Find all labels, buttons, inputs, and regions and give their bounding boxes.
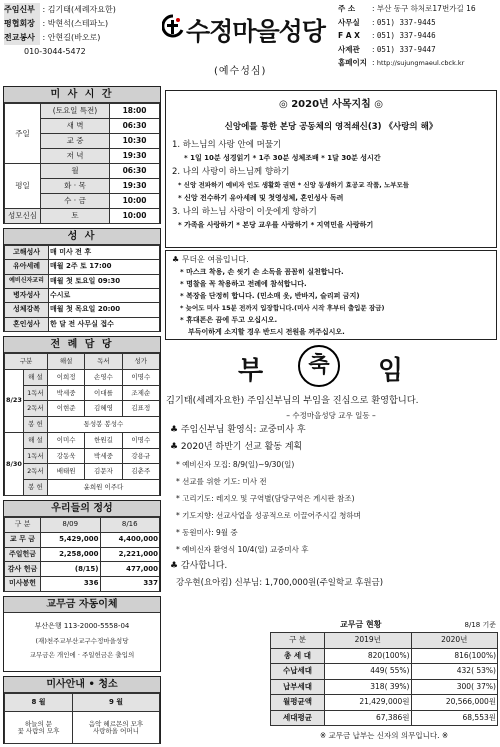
table-row: 봉 헌 통성봉 봉성수 bbox=[5, 417, 160, 433]
table-row: 감사 헌금 (8/15) 477,000 bbox=[5, 562, 160, 577]
contact-row: 주 소 : 부산 동구 하처로17번가길 16 bbox=[338, 4, 476, 13]
table-row: 성체강복 매월 첫 목요일 20:00 bbox=[5, 303, 160, 317]
notice-item: * 휴대폰은 끔에 두고 오십시오. bbox=[180, 316, 278, 324]
liturgy-duty-title: 전 례 담 당 bbox=[4, 337, 160, 353]
sacraments-box bbox=[3, 228, 161, 332]
pastoral-box bbox=[165, 90, 497, 248]
table-row: 주일 (토요일 특전) 18:00 bbox=[5, 104, 160, 119]
tithe-status-table bbox=[270, 632, 498, 726]
tithe-status-footer: ※ 교무금 납부는 신자의 의무입니다. ※ bbox=[319, 731, 449, 740]
notice-item: * 늦어도 미사 15분 전까지 입장합니다.(미사 시작 후부터 출입문 잠금) bbox=[180, 304, 385, 312]
sacraments-table bbox=[4, 245, 160, 332]
table-row: 2독서 이현준 김혜영 김표정 bbox=[5, 401, 160, 417]
contact-row: 홈페이지 : http://sujungmaeul.cbck.kr bbox=[338, 58, 465, 67]
notice-footer: 부득이하게 소지할 경우 반드시 전원을 꺼주십시오. bbox=[188, 328, 345, 336]
event-item: ♣ 감사합니다. bbox=[170, 561, 228, 571]
table-row: 총 세 대 820(100%) 816(100%) bbox=[271, 648, 498, 664]
notice-item: * 명찰을 꼭 착용하고 전례에 참석합니다. bbox=[180, 280, 307, 288]
tithe-status-header bbox=[270, 618, 498, 632]
table-row: 저 녁 19:30 bbox=[5, 149, 160, 164]
contact-row: 사제관 : 051) 337-9447 bbox=[338, 44, 436, 54]
table-row: 예비신자교리 매월 첫 토요일 09:30 bbox=[5, 274, 160, 288]
transfer-holder: (재)천주교부산교구수정마을성당 bbox=[35, 637, 129, 645]
offering-box bbox=[3, 500, 161, 592]
table-row: 병자성사 수시로 bbox=[5, 288, 160, 302]
table-row: 2독서 배태원 김문자 김춘주 bbox=[5, 464, 160, 480]
mass-group: 평일 bbox=[5, 164, 41, 209]
table-row: 평일 월 06:30 bbox=[5, 164, 160, 179]
table-row: 수납세대 449( 55%) 432( 53%) bbox=[271, 664, 498, 680]
welcome-circle-char: 축 bbox=[308, 353, 330, 378]
table-row: 새 벽 06:30 bbox=[5, 119, 160, 134]
table-header-row: 구 분 8/09 8/16 bbox=[5, 518, 160, 533]
contact-block bbox=[338, 2, 498, 71]
table-header-row: 구 분 2019년 2020년 bbox=[271, 633, 498, 649]
pastoral-item-sub: * 신앙 전파하기 예비자 인도 생활화 권면 * 신앙 동생하기 효공교 작품, 노부모들 bbox=[178, 181, 410, 189]
liturgy-duty-table bbox=[4, 353, 160, 496]
welcome-from: – 수정마을성당 교우 일동 – bbox=[286, 411, 376, 420]
pastoral-item-head: 1. 하느님의 사랑 안에 머물기 bbox=[172, 140, 282, 150]
notice-head: ♣ 무더운 여름입니다. bbox=[172, 255, 249, 264]
contact-row: F A X : 051) 337-9446 bbox=[338, 31, 436, 40]
pastoral-item-sub: * 가족을 사랑하기 * 본당 교우를 사랑하기 * 지역민을 사랑하기 bbox=[178, 221, 374, 229]
staff-block bbox=[4, 3, 122, 73]
auto-transfer-title: 교무금 자동이체 bbox=[4, 597, 160, 613]
tithe-status-box bbox=[270, 618, 498, 744]
table-row: 봉 헌 윤희원 이주다 bbox=[5, 480, 160, 496]
event-item: * 동원미사: 9월 중 bbox=[176, 528, 238, 537]
staff-row: 평협회장 : 박현석(스테파노) bbox=[4, 17, 122, 31]
events-list bbox=[170, 422, 496, 591]
notice-box bbox=[165, 250, 497, 340]
sacraments-title: 성 사 bbox=[4, 229, 160, 245]
table-row: 세대평균 67,386원 68,553원 bbox=[271, 710, 498, 726]
pastoral-motto: 신앙에를 통한 본당 공동체의 영적쇄신(3) 《사랑의 해》 bbox=[224, 122, 438, 132]
transfer-account: 부산은행 113-2000-5558-04 bbox=[34, 622, 130, 630]
offering-table bbox=[4, 517, 160, 592]
event-item: ♣ 주임신부님 환영식: 교중미사 후 bbox=[170, 425, 306, 435]
table-row: 8/30 해 설 이미수 한원길 이명수 bbox=[5, 432, 160, 448]
pastoral-item-sub: * 1일 10분 성경읽기 * 1주 30분 성체조배 * 1달 30분 성시간 bbox=[184, 154, 381, 162]
mass-group: 주일 bbox=[5, 104, 41, 164]
staff-row: 전교봉사 : 안현길(바오로) bbox=[4, 31, 122, 45]
church-name: 수정마을성당 bbox=[186, 17, 325, 46]
table-row: 주일헌금 2,258,000 2,221,000 bbox=[5, 547, 160, 562]
table-header-row: 8 월 9 월 bbox=[5, 694, 160, 712]
church-subtitle: (예수성심) bbox=[214, 66, 267, 77]
cleaning-box bbox=[3, 676, 161, 744]
cleaning-title: 미사안내 • 청소 bbox=[4, 677, 160, 693]
tithe-status-date: 8/18 기준 bbox=[464, 621, 496, 629]
table-row: 화 · 목 19:30 bbox=[5, 179, 160, 194]
offering-title: 우리들의 정성 bbox=[4, 501, 160, 517]
event-item: * 고리기도: 레지오 및 구역별(담당구역은 게시판 참조) bbox=[176, 494, 355, 503]
table-row: 혼인성사 한 달 전 사무실 접수 bbox=[5, 317, 160, 331]
welcome-line: 김기태(세례자요한) 주임신부님의 부임을 진심으로 환영합니다. bbox=[166, 395, 419, 406]
tithe-status-title: 교무금 현황 bbox=[340, 620, 382, 629]
thanks-line: 강우현(요아킴) 신부님: 1,700,000원(주일학교 후원금) bbox=[176, 578, 384, 588]
table-row: 성모신심 토 10:00 bbox=[5, 209, 160, 224]
table-row: 미사봉헌 336 337 bbox=[5, 577, 160, 592]
event-item: ♣ 2020년 하반기 선교 활동 계획 bbox=[170, 442, 303, 452]
table-row: 8/23 해 설 이희정 손영수 이명수 bbox=[5, 369, 160, 385]
staff-row: 주임신부 : 김기태(세례자요한) bbox=[4, 3, 122, 17]
welcome-left-char: 부 bbox=[238, 356, 264, 386]
notice-item: * 마스크 착용, 손 씻기 손 소독을 꼼꼼히 실천합니다. bbox=[180, 268, 344, 276]
table-row: 고해성사 매 미사 전 후 bbox=[5, 246, 160, 260]
table-row: 수 · 금 10:00 bbox=[5, 194, 160, 209]
welcome-circle bbox=[298, 345, 340, 387]
table-row: 교 무 금 5,429,000 4,400,000 bbox=[5, 532, 160, 547]
pastoral-item-sub: * 신앙 전수하기 유아세례 및 첫영성체, 혼인성사 독려 bbox=[178, 194, 344, 202]
event-item: * 기도지향: 선교사업을 성공적으로 이끌어주시길 청하며 bbox=[176, 511, 361, 520]
welcome-right-char: 임 bbox=[378, 356, 404, 386]
table-row: 하늘의 문 꽃 사람의 모후 음악 헤르몬의 모후 사랑하올 어머니 bbox=[5, 712, 160, 744]
pastoral-item-head: 2. 나의 사랑이 하느님께 향하기 bbox=[172, 167, 290, 177]
mass-times-title: 미 사 시 간 bbox=[4, 87, 160, 103]
auto-transfer-box bbox=[3, 596, 161, 672]
table-header-row: 구분 해설 독서 성가 bbox=[5, 354, 160, 370]
table-row: 교 중 10:30 bbox=[5, 134, 160, 149]
table-row: 납부세대 318( 39%) 300( 37%) bbox=[271, 679, 498, 695]
church-logo bbox=[162, 14, 184, 40]
pastoral-title: ◎ 2020년 사목지침 ◎ bbox=[278, 99, 384, 110]
event-item: * 예비신자 모집: 8/9(일)~9/30(일) bbox=[176, 460, 295, 469]
notice-item: * 복장을 단정히 합니다. (민소매 옷, 반바지, 슬리퍼 금지) bbox=[180, 292, 360, 300]
transfer-note: 교무금은 개인에 · 주일헌금은 출입의 bbox=[29, 651, 135, 659]
staff-phone: 010-3044-5472 bbox=[24, 47, 86, 56]
pastoral-item-head: 3. 나의 하느님 사랑이 이웃에게 향하기 bbox=[172, 207, 317, 217]
mass-times-table bbox=[4, 103, 160, 224]
cleaning-table bbox=[4, 693, 160, 744]
table-row: 유아세례 매월 2주 토 17:00 bbox=[5, 260, 160, 274]
event-item: * 선교를 위한 기도: 미사 전 bbox=[176, 477, 267, 486]
mass-times-box bbox=[3, 86, 161, 224]
table-row: 월평균액 21,429,000원 20,566,000원 bbox=[271, 695, 498, 711]
liturgy-duty-box bbox=[3, 336, 161, 496]
table-row: 1독서 강동욱 박세중 강용규 bbox=[5, 448, 160, 464]
event-item: * 예비신자 환영식 10/4(일) 교중미사 후 bbox=[176, 545, 309, 554]
table-row: 1독서 박세중 이대를 조제순 bbox=[5, 385, 160, 401]
contact-row: 사무실 : 051) 337-9445 bbox=[338, 17, 436, 27]
